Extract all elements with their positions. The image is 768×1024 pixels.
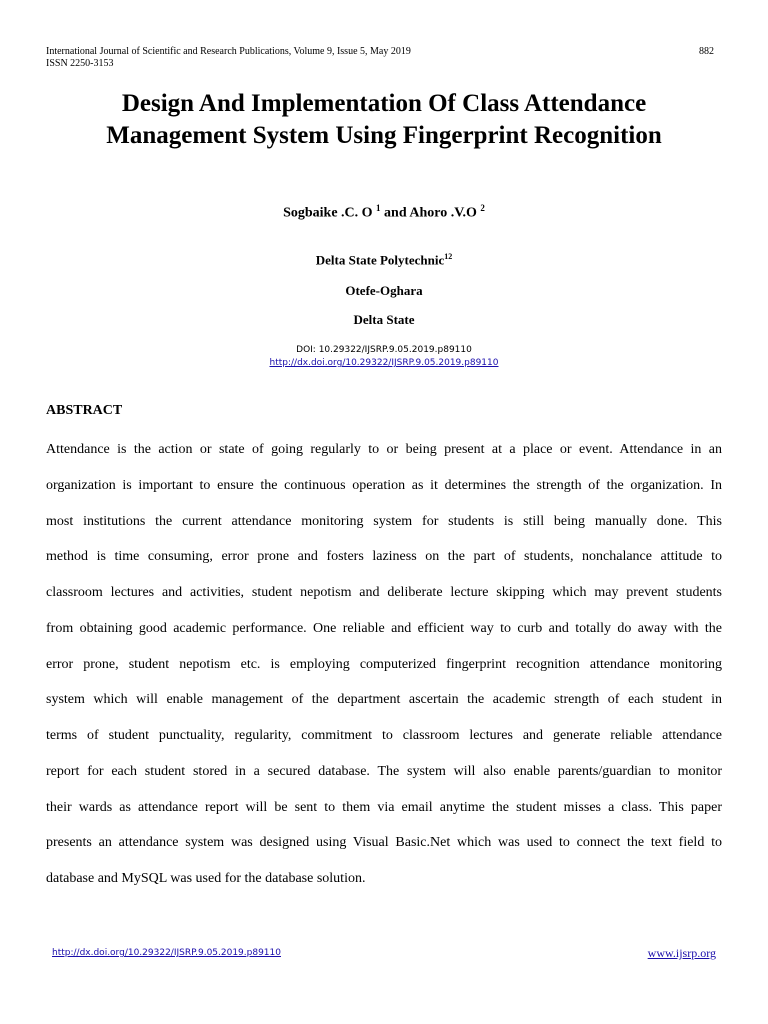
issn-header: ISSN 2250-3153 (46, 58, 114, 69)
abstract-line: error prone, student nepotism etc. is employing computerized fingerprint recognition attendance monitoring (46, 656, 722, 672)
author-line (0, 203, 768, 222)
abstract-line: organization is important to ensure the continuous operation as it determines the strength of the organization. In (46, 477, 722, 493)
abstract-line: their wards as attendance report will be sent to them via email anytime the student misses a class. This paper (46, 799, 722, 815)
doi-block (0, 344, 768, 370)
page-number: 882 (699, 46, 714, 57)
doi-label: DOI: 10.29322/IJSRP.9.05.2019.p89110 (296, 345, 472, 355)
doi-link[interactable]: http://dx.doi.org/10.29322/IJSRP.9.05.2019.p89110 (269, 358, 499, 368)
author-2-superscript: 2 (480, 203, 485, 213)
footer-site (648, 946, 716, 961)
paper-title-line-2: Management System Using Fingerprint Recognition (106, 122, 662, 149)
author-1-name: Sogbaike .C. O (283, 205, 373, 221)
abstract-line: presents an attendance system was designed using Visual Basic.Net which was used to connect the text field to (46, 835, 722, 851)
institution-superscript: 12 (444, 252, 453, 261)
abstract-line: system which will enable management of the department ascertain the academic strength of each student in (46, 692, 722, 708)
paper-title (40, 88, 728, 152)
abstract-line: terms of student punctuality, regularity, commitment to classroom lectures and generate reliable attendance (46, 728, 722, 743)
author-2-name: Ahoro .V.O (409, 205, 477, 221)
abstract-line: most institutions the current attendance monitoring system for students is still being manually done. This (46, 513, 722, 529)
abstract-line: classroom lectures and activities, student nepotism and deliberate lecture skipping which may prevent students (46, 585, 722, 600)
abstract-body (46, 432, 722, 897)
paper-title-line-1: Design And Implementation Of Class Attendance (121, 90, 647, 117)
author-1-superscript: 1 (376, 203, 381, 213)
author-connector: and (384, 205, 407, 221)
abstract-line: Attendance is the action or state of going regularly to or being present at a place or event. Attendance in an (46, 442, 722, 457)
abstract-line: report for each student stored in a secured database. The system will also enable parents/guardian to monitor (46, 763, 722, 779)
affiliation-city: Otefe-Oghara (345, 283, 423, 298)
abstract-line: method is time consuming, error prone and fosters laziness on the part of students, nonchalance attitude to (46, 549, 722, 565)
abstract-line: from obtaining good academic performance. One reliable and efficient way to curb and totally do away with the (46, 620, 722, 636)
journal-header: International Journal of Scientific and Research Publications, Volume 9, Issue 5, May 2019 (46, 46, 411, 57)
abstract-line: database and MySQL was used for the database solution. (46, 871, 366, 886)
abstract-heading: ABSTRACT (46, 403, 123, 418)
footer-doi-link[interactable]: http://dx.doi.org/10.29322/IJSRP.9.05.2019.p89110 (52, 948, 281, 958)
institution-name: Delta State Polytechnic (315, 252, 445, 268)
footer-site-link[interactable]: www.ijsrp.org (647, 946, 716, 960)
footer-doi (52, 948, 281, 958)
affiliation-institution (0, 252, 768, 268)
affiliation-state: Delta State (353, 312, 415, 327)
